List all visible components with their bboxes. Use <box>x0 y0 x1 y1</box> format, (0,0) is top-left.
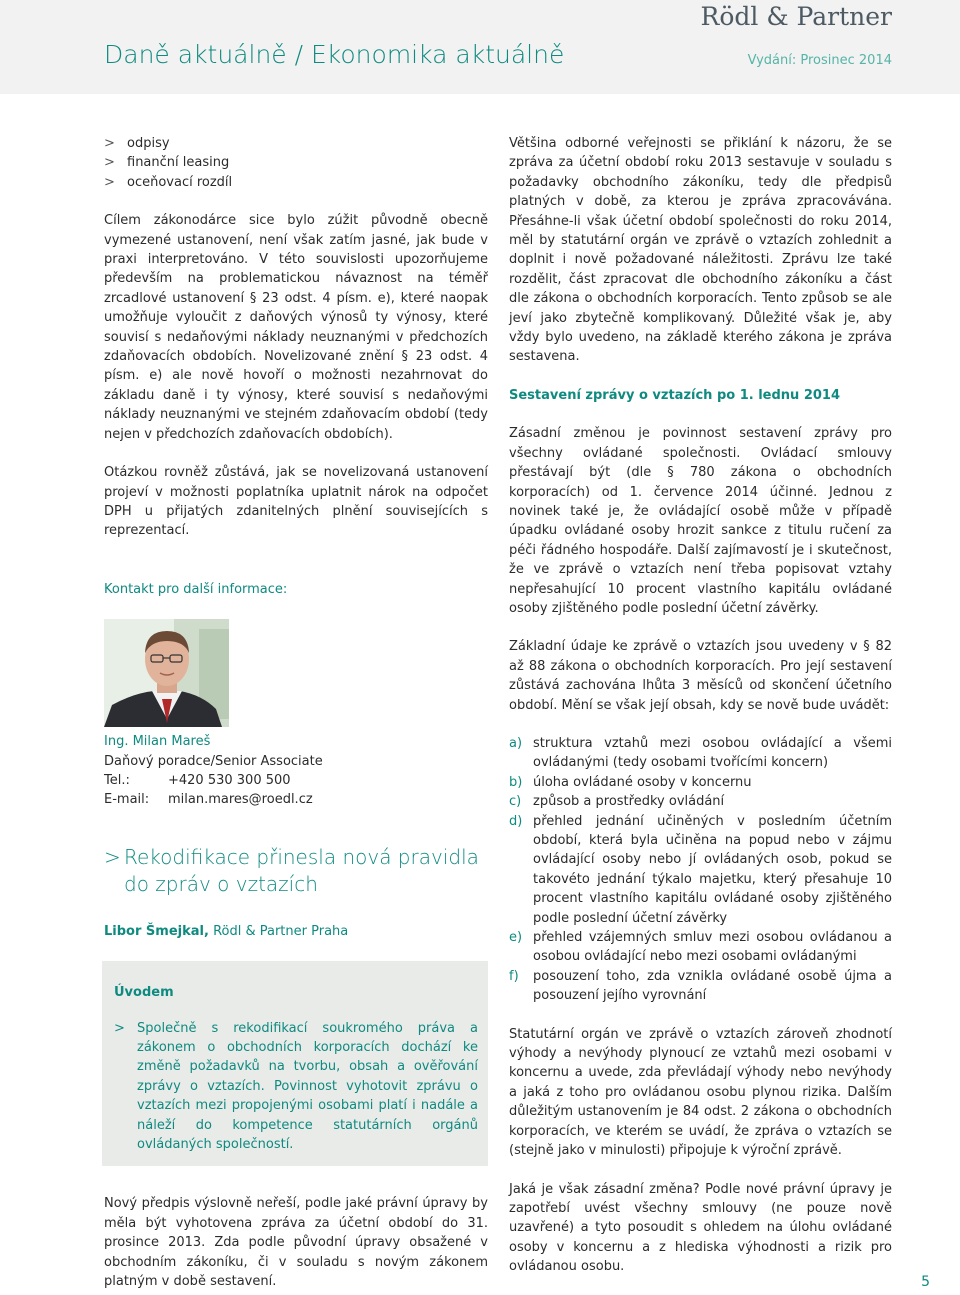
paragraph: Většina odborné veřejnosti se přiklání k názoru, že se zpráva za účetní období roku 2013 sestavuje v souladu s požadavky obchodního zákoníku, tedy dle předpisů platných v době, za kterou je zpráva zpracovávána. Přesáhne-li však účetní období společnosti do roku 2014, měl by statutární orgán ve zprávě o vztazích zohlednit a doplnit i nově požadované náležitosti. Zprávu lze také rozdělit, část zpracovat dle obchodního zákoníku a část dle zákona o obchodních korporacích. Tento způsob se ale jeví jako zbytečně komplikovaný. Důležité však je, aby vždy bylo uvedeno, na základě kterého zákona je zpráva sestavena. <box>509 136 892 365</box>
intro-text: > Společně s rekodifikací soukromého práva a zákonem o obchodních korporacích dochází ke změně požadavků na tvorbu, obsah a ověřování zprávy o vztazích. Povinnost vyhotovit zprávu o vztazích mezi propojenými osobami platí i nadále a náleží do kompetence statutárních orgánů ovládaných společností. <box>114 1019 478 1155</box>
author-line: Libor Šmejkal, Rödl & Partner Praha <box>104 923 349 939</box>
page-header <box>0 0 960 94</box>
list-item: > odpisy <box>104 134 488 153</box>
list-item: c) způsob a prostředky ovládání <box>509 794 725 810</box>
intro-heading: Úvodem <box>114 985 174 1001</box>
paragraph: Zásadní změnou je povinnost sestavení zprávy pro všechny ovládané společnosti. Ovládací smlouvy přestávají být (dle § 780 zákona o obchodních korporacích) od 1. července 2014 účinné. Jednou z novinek také je, že ovládající osobě může v případě úpadku ovládané osoby hrozit sankce z titulu ručení za péči řádného hospodáře. Další zajímavostí je i skutečnost, že ve zprávě o vztazích není třeba popisovat vztahy nepřesahující 10 procent vlastního kapitálu ovládané osoby zjištěného podle poslední účetní závěrky. <box>509 426 892 616</box>
list-item: e) přehled vzájemných smluv mezi osobou ovládanou a osobou ovládající nebo mezi osobami ovládanými <box>509 930 892 965</box>
left-column <box>104 134 488 1291</box>
contact-photo <box>104 619 229 727</box>
contact-block <box>104 732 488 810</box>
list-item: f) posouzení toho, zda vznikla ovládané osobě újma a posouzení jejího vyrovnání <box>509 968 892 1004</box>
list-item: b) úloha ovládané osoby v koncernu <box>509 774 752 790</box>
paragraph: Statutární orgán ve zprávě o vztazích zároveň zhodnotí výhody a nevýhody plynoucí ze vztahů mezi osobami v koncernu a uvede, zda převládají výhody nebo nevýhody a jaká z toho pro ovládanou osobu plynou rizika. Dalším důležitým ustanovením je 84 odst. 2 zákona o obchodních korporacích, ve kterém se uvádí, že zpráva o vztazích se (stejně jako v minulosti) připojuje k výroční zprávě. <box>509 1026 892 1159</box>
section-title: Daně aktuálně / Ekonomika aktuálně <box>104 40 565 69</box>
paragraph: Otázkou rovněž zůstává, jak se novelizovaná ustanovení projeví v možnosti poplatníka uplatnit nárok na odpočet DPH u přijatých zdanitelných plnění souvisejících s reprezentací. <box>104 465 488 539</box>
bullet-list <box>104 134 488 192</box>
right-column <box>509 134 892 1277</box>
contact-heading: Kontakt pro další informace: <box>104 581 288 597</box>
paragraph: Cílem zákonodárce sice bylo zúžit původně obecně vymezené ustanovení, není však zatím jasné, jak bude v praxi interpretováno. V této souvislosti upozorňujeme především na problematickou návaznost na téměř zrcadlové ustanovení § 23 odst. 4 písm. e), které naopak umožňuje vyloučit z daňových výnosů ty výnosy, které souvisí s nedaňovými náklady neuznanými v předchozích zdaňovacích obdobích. Novelizované znění § 23 odst. 4 písm. e) ale nově hovoří o možnosti nezahrnovat do základu daně i ty výnosy, které souvisí s nedaňovými náklady neuznanými ve stejném zdaňovacím období (tedy nejen v předchozích zdaňovacích obdobích). <box>104 213 488 442</box>
intro-box <box>102 961 488 1166</box>
list-item: a) struktura vztahů mezi osobou ovládající a všemi ovládanými (tedy osobami tvořícími koncern) <box>509 735 892 771</box>
contact-email: E-mail: milan.mares@roedl.cz <box>104 792 313 808</box>
edition-label: Vydání: Prosinec 2014 <box>747 53 892 68</box>
paragraph: Nový předpis výslovně neřeší, podle jaké právní úpravy by měla být vyhotovena zpráva za účetní období do 31. prosince 2013. Zda podle původní úpravy obsažené v obchodním zákoníku, či v souladu s novým zákonem platným v době sestavení. <box>104 1196 488 1290</box>
paragraph: Základní údaje ke zprávě o vztazích jsou uvedeny v § 82 až 88 zákona o obchodních korporacích. Pro její sestavení zůstává zachována lhůta 3 měsíců od skončení účetního období. Mění se však její obsah, kdy se nově bude uvádět: <box>509 639 892 713</box>
list-item: > oceňovací rozdíl <box>104 173 488 192</box>
list-item: d) přehled jednání učiněných v posledním účetním období, která byla učiněna na popud nebo v zájmu ovládající osoby nebo jí ovládaných osob, pokud se takovéto jednání týkalo majetku, který přesahuje 10 procent vlastního kapitálu ovládané osoby zjištěného podle poslední účetní závěrky <box>509 813 892 926</box>
list-item: > finanční leasing <box>104 153 488 172</box>
contact-name: Ing. Milan Mareš <box>104 734 211 750</box>
article-title: > Rekodifikace přinesla nová pravidla do zpráv o vztazích <box>104 844 479 896</box>
brand-logo: Rödl & Partner <box>700 2 892 31</box>
contact-role: Daňový poradce/Senior Associate <box>104 753 323 769</box>
intro-list <box>114 1019 478 1155</box>
contact-phone: Tel.: +420 530 300 500 <box>104 772 291 788</box>
content-list <box>509 734 892 1006</box>
section-subheading: Sestavení zprávy o vztazích po 1. lednu 2014 <box>509 387 841 403</box>
paragraph: Jaká je však zásadní změna? Podle nové právní úpravy je zapotřebí uvést všechny smlouvy (ne pouze nově uzavřené) a tyto posoudit s ohledem na úlohu ovládané osoby v koncernu a z hlediska výhodnosti a rizik pro ovládanou osobu. <box>509 1181 892 1275</box>
page-number: 5 <box>921 1274 930 1290</box>
chevron-right-icon: > <box>104 844 121 869</box>
